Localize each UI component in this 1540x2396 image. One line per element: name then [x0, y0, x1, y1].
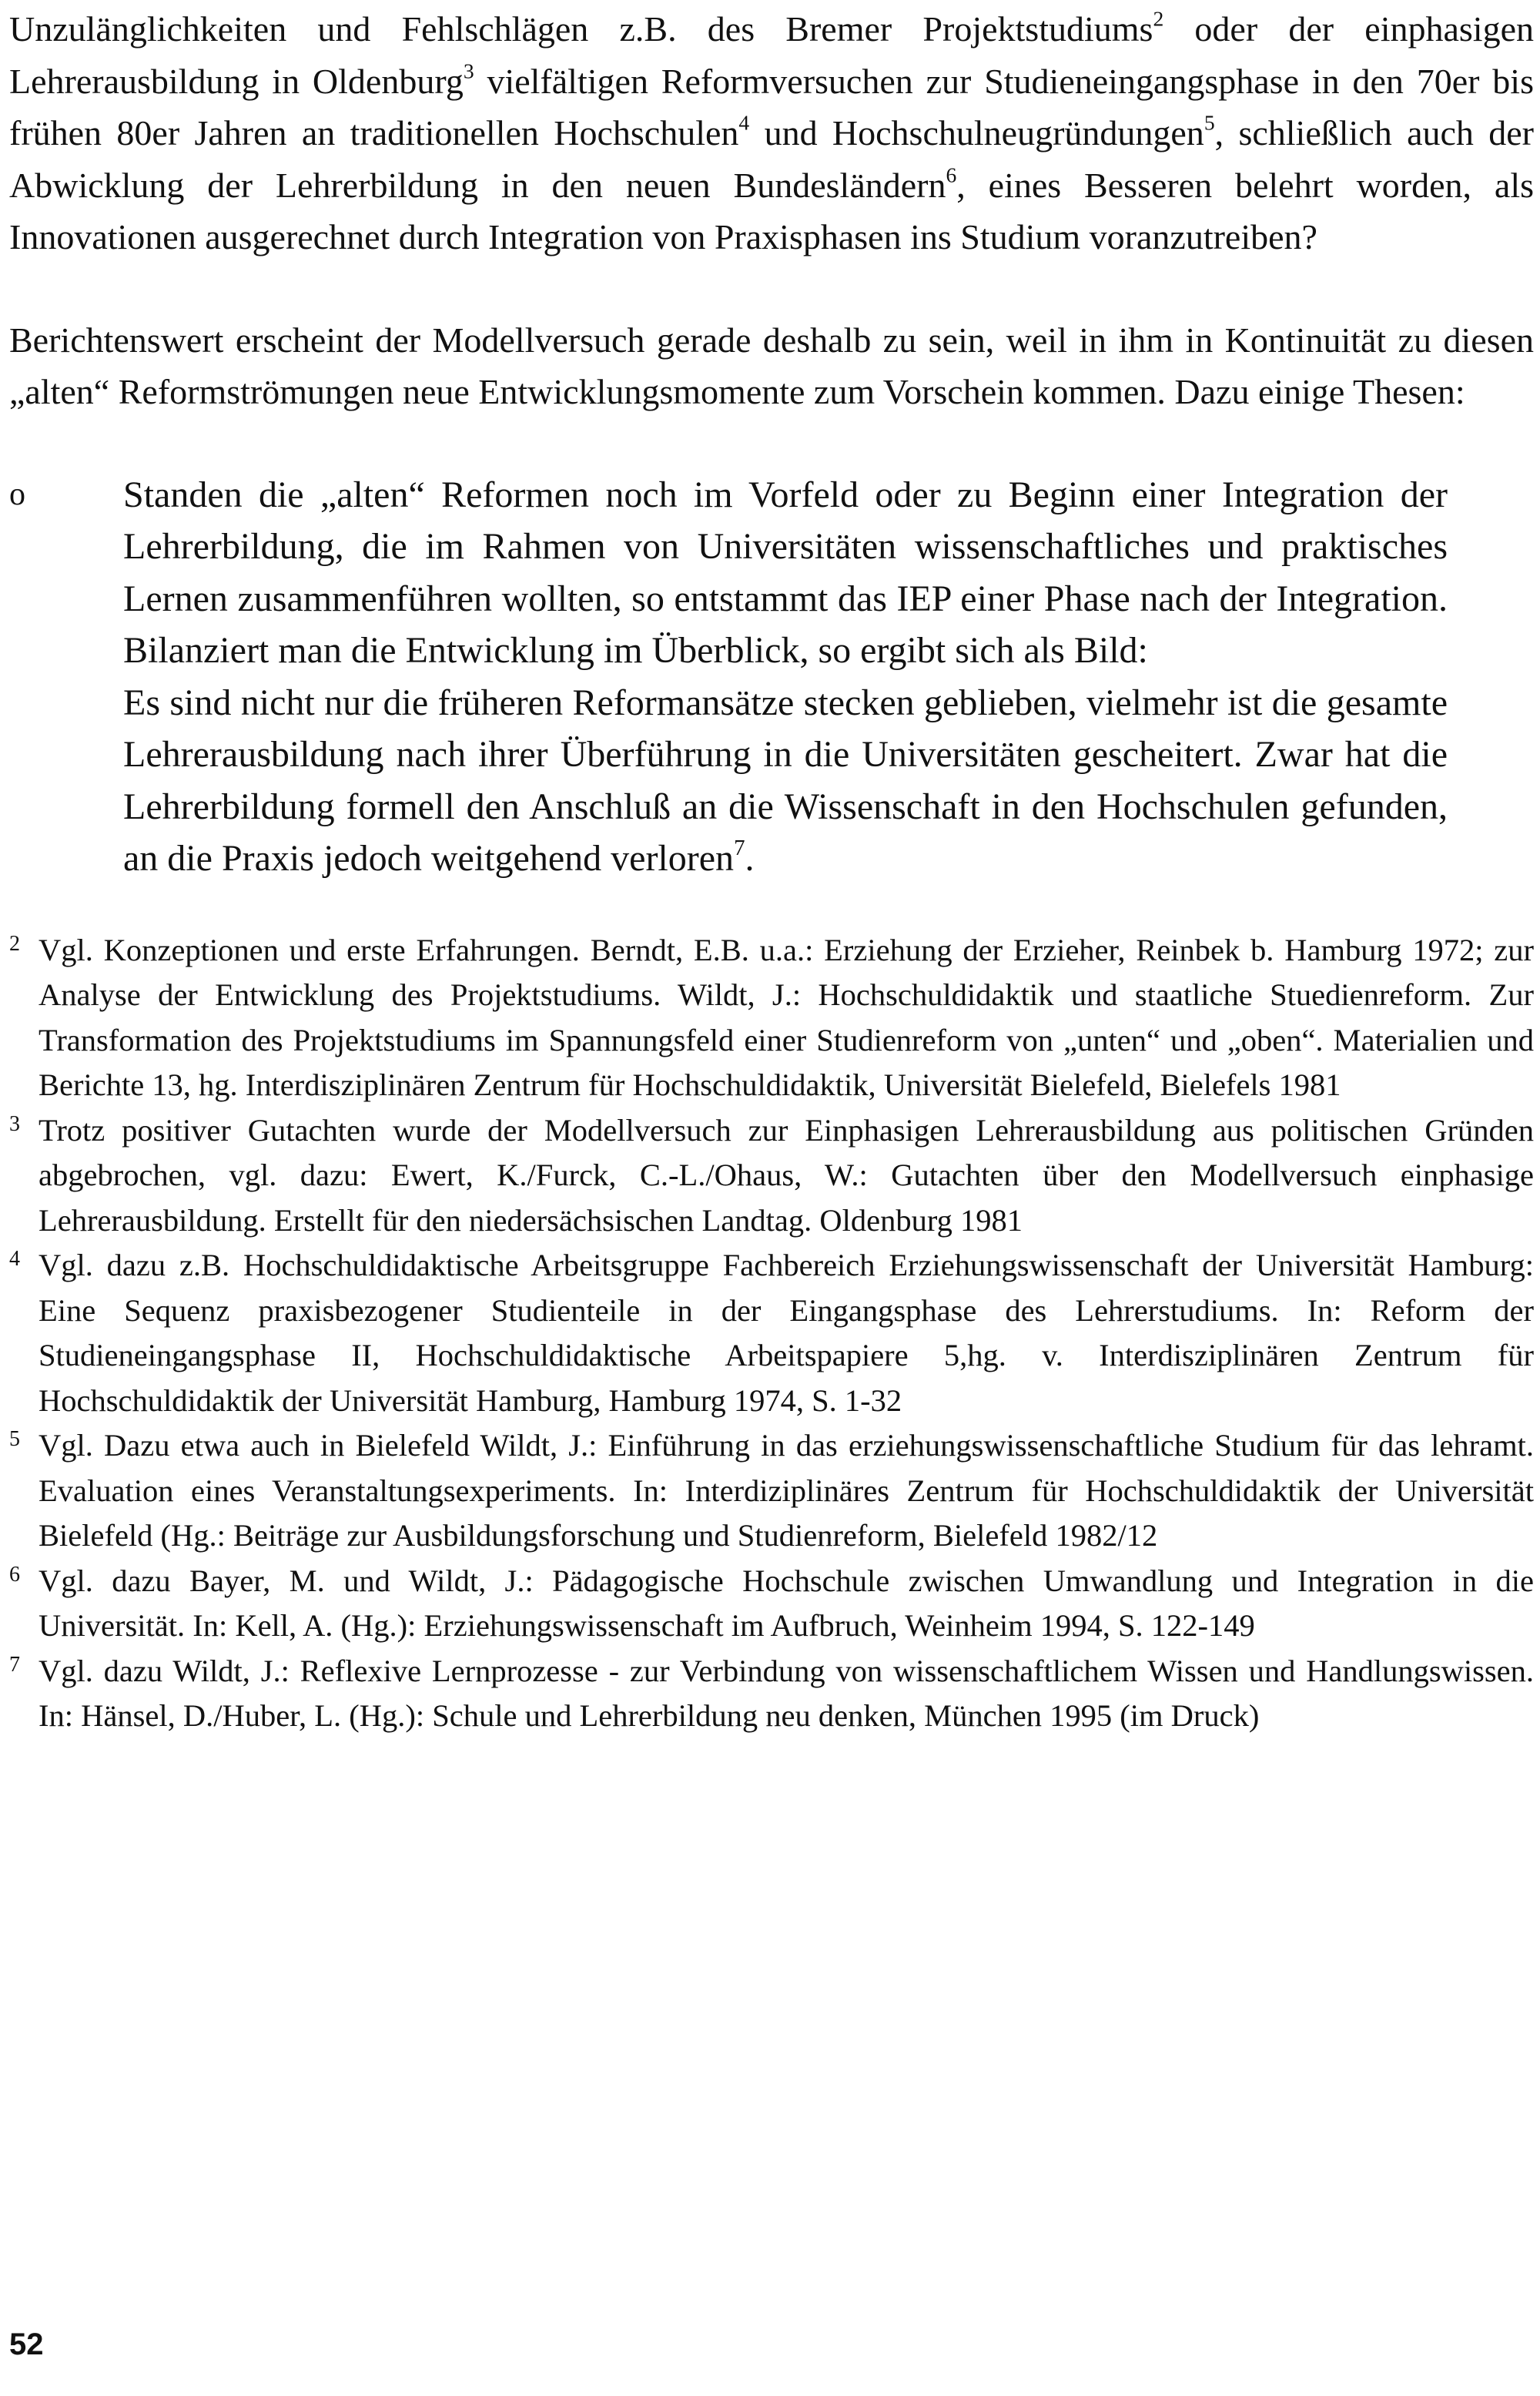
footnote-ref-2: 2 — [1153, 6, 1164, 31]
paragraph-1-text: , eines Besseren belehrt worden, als Innovationen ausgerechnet durch Integration von Praxisphasen ins Studium voranzutreiben? — [9, 165, 1535, 256]
footnote-mark: 6 — [9, 1562, 20, 1587]
paragraph-1-text: und Hochschulneugründungen — [749, 113, 1204, 152]
footnote-4 — [9, 1243, 1534, 1423]
footnote-ref-3: 3 — [463, 59, 474, 83]
footnote-text: Vgl. dazu Bayer, M. und Wildt, J.: Pädagogische Hochschule zwischen Umwandlung und Integration in die Universität. In: Kell, A. (Hg.): Erziehungswissenschaft im Aufbruch, Weinheim 1994, S. 122-149 — [38, 1563, 1534, 1643]
page-number: 52 — [9, 2327, 44, 2361]
footnotes — [9, 928, 1534, 1739]
footnote-mark: 3 — [9, 1111, 20, 1136]
footnote-text: Vgl. Dazu etwa auch in Bielefeld Wildt, J.: Einführung in das erziehungswissenschaftliche Studium für das lehramt. Evaluation eines Veranstaltungsexperiments. In: Interdiziplinäres Zentrum für Hochschuldidaktik der Universität Bielefeld (Hg.: Beiträge zur Ausbildungsforschung und Studienreform, Bielefeld 1982/12 — [38, 1428, 1534, 1553]
thesis-line-2-text: Es sind nicht nur die früheren Reformansätze stecken geblieben, vielmehr ist die gesamte Lehrerausbildung nach ihrer Überführung in die Universitäten gescheitert. Zwar hat die Lehrerbildung formell den Anschluß an die Wissenschaft in den Hochschulen gefunden, an die Praxis jedoch weitgehend verloren — [123, 682, 1448, 879]
thesis-line-2 — [123, 677, 1448, 885]
thesis-text — [123, 469, 1448, 885]
footnote-7 — [9, 1649, 1534, 1739]
footnote-ref-4: 4 — [738, 110, 750, 135]
footnote-text: Vgl. dazu z.B. Hochschuldidaktische Arbeitsgruppe Fachbereich Erziehungswissenschaft der Universität Hamburg: Eine Sequenz praxisbezogener Studienteile in der Eingangsphase des Lehrerstudiums. In: Reform der Studieneingangsphase II, Hochschuldidaktische Arbeitspapiere 5,hg. v. Interdisziplinären Zentrum für Hochschuldidaktik der Universität Hamburg, Hamburg 1974, S. 1-32 — [38, 1248, 1534, 1418]
document-page — [9, 0, 1534, 2396]
footnote-mark: 4 — [9, 1247, 20, 1271]
footnote-text: Vgl. dazu Wildt, J.: Reflexive Lernprozesse - zur Verbindung von wissenschaftlichem Wissen und Handlungswissen. In: Hänsel, D./Huber, L. (Hg.): Schule und Lehrerbildung neu denken, München 1995 (im Druck) — [38, 1653, 1534, 1733]
paragraph-1-text: Unzulänglichkeiten und Fehlschlägen z.B. des Bremer Projektstudiums — [9, 9, 1153, 49]
paragraph-1-text: , schließlich auch der Abwicklung der Lehrerbildung in den neuen Bundesländern — [9, 113, 1535, 205]
thesis-line-1: Standen die „alten“ Reformen noch im Vorfeld oder zu Beginn einer Integration der Lehrerbildung, die im Rahmen von Universitäten wissenschaftliches und praktisches Lernen zusammenführen wollten, so entstammt das IEP einer Phase nach der Integration. Bilanziert man die Entwicklung im Überblick, so ergibt sich als Bild: — [123, 474, 1448, 671]
footnote-3 — [9, 1108, 1534, 1244]
footnote-5 — [9, 1423, 1534, 1559]
thesis-bullet — [9, 469, 1534, 885]
footnote-mark: 2 — [9, 931, 20, 956]
footnote-2 — [9, 928, 1534, 1108]
footnote-ref-5: 5 — [1204, 110, 1215, 135]
footnote-mark: 5 — [9, 1427, 20, 1451]
body-paragraph-1 — [9, 3, 1534, 263]
footnote-ref-7: 7 — [734, 835, 745, 860]
footnote-text: Vgl. Konzeptionen und erste Erfahrungen. Berndt, E.B. u.a.: Erziehung der Erzieher, Reinbek b. Hamburg 1972; zur Analyse der Entwicklung des Projektstudiums. Wildt, J.: Hochschuldidaktik und staatliche Stuedienreform. Zur Transformation des Projektstudiums im Spannungsfeld einer Studienreform von „unten“ und „oben“. Materialien und Berichte 13, hg. Interdisziplinären Zentrum für Hochschuldidaktik, Universität Bielefeld, Bielefels 1981 — [38, 932, 1534, 1102]
footnote-6 — [9, 1559, 1534, 1649]
footnote-ref-6: 6 — [946, 163, 957, 187]
paragraph-1-text: oder der einphasigen Lehrerausbildung in Oldenburg — [9, 9, 1534, 101]
footnote-mark: 7 — [9, 1652, 20, 1677]
paragraph-1-text: vielfältigen Reformversuchen zur Studieneingangsphase in den 70er bis frühen 80er Jahren an traditionellen Hochschulen — [9, 61, 1534, 152]
body-paragraph-2: Berichtenswert erscheint der Modellversuch gerade deshalb zu sein, weil in ihm in Kontinuität zu diesen „alten“ Reformströmungen neue Entwicklungsmomente zum Vorschein kommen. Dazu einige Thesen: — [9, 320, 1534, 411]
footnote-text: Trotz positiver Gutachten wurde der Modellversuch zur Einphasigen Lehrerausbildung aus politischen Gründen abgebrochen, vgl. dazu: Ewert, K./Furck, C.-L./Ohaus, W.: Gutachten über den Modellversuch einphasige Lehrerausbildung. Erstellt für den niedersächsischen Landtag. Oldenburg 1981 — [38, 1112, 1534, 1238]
thesis-line-2-end: . — [745, 838, 755, 879]
bullet-marker: o — [9, 476, 25, 512]
